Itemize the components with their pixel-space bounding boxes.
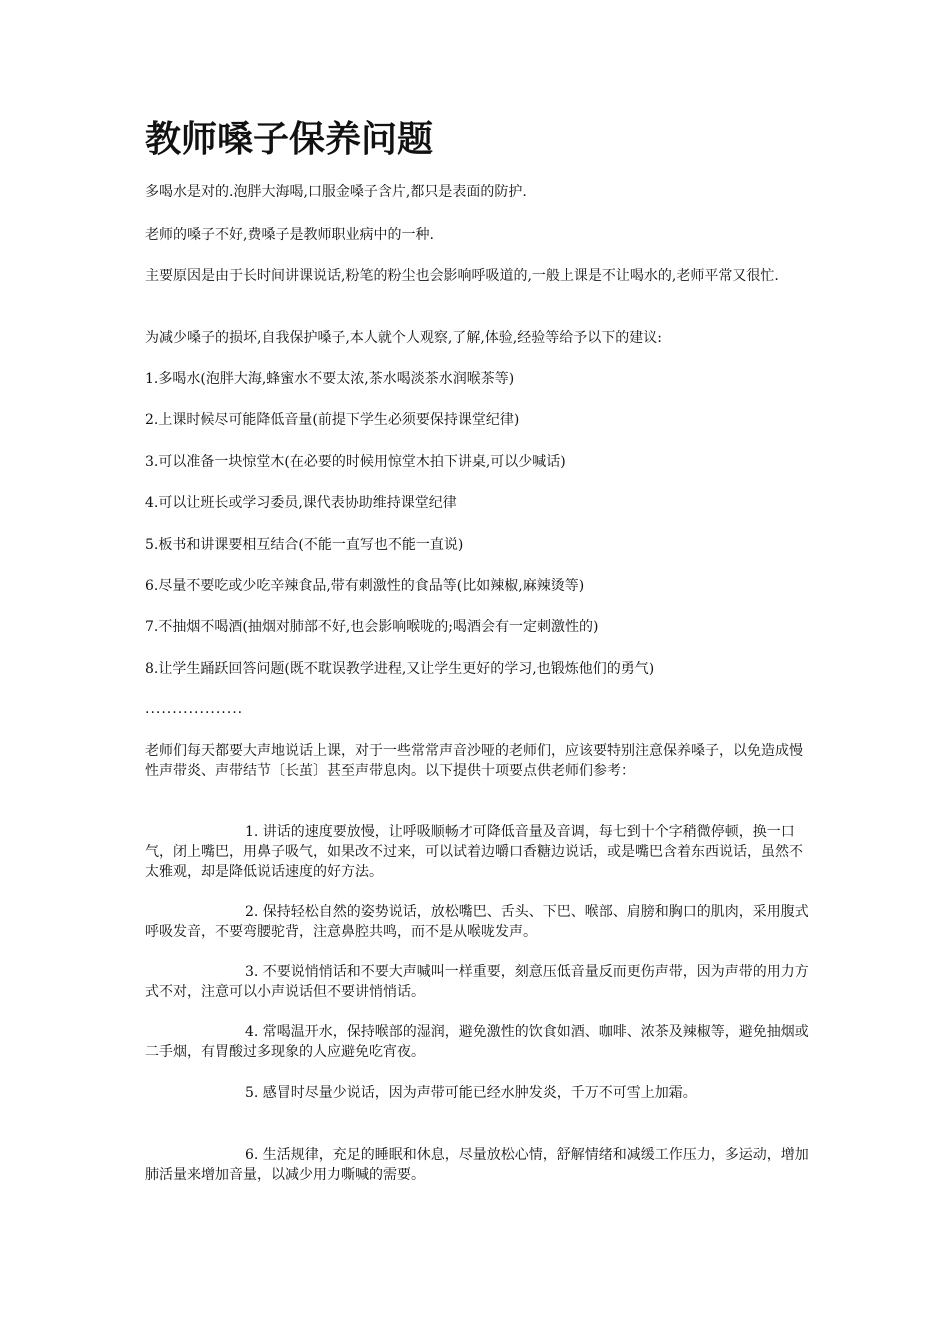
intro-paragraph-1: 多喝水是对的.泡胖大海喝,口服金嗓子含片,都只是表面的防护. bbox=[145, 184, 527, 200]
suggestion-item-3: 3.可以准备一块惊堂木(在必要的时候用惊堂木拍下讲桌,可以少喊话) bbox=[145, 454, 566, 470]
intro-paragraph-3: 主要原因是由于长时间讲课说话,粉笔的粉尘也会影响呼吸道的,一般上课是不让喝水的,老师平常又很忙. bbox=[145, 268, 779, 284]
tip-item-3: 3. 不要说悄悄话和不要大声喊叫一样重要，刻意压低音量反而更伤声带，因为声带的用力方式不对，注意可以小声说话但不要讲悄悄话。 bbox=[145, 964, 809, 1000]
tip-item-4: 4. 常喝温开水，保持喉部的湿润，避免激性的饮食如酒、咖啡、浓茶及辣椒等，避免抽烟或二手烟，有胃酸过多现象的人应避免吃宵夜。 bbox=[145, 1024, 809, 1060]
suggestion-item-7: 7.不抽烟不喝酒(抽烟对肺部不好,也会影响喉咙的;喝酒会有一定刺激性的) bbox=[145, 619, 599, 635]
tip-item-5: 5. 感冒时尽量少说话，因为声带可能已经水肿发炎，千万不可雪上加霜。 bbox=[245, 1085, 697, 1101]
suggestion-item-8: 8.让学生踊跃回答问题(既不耽误教学进程,又让学生更好的学习,也锻炼他们的勇气) bbox=[145, 661, 655, 677]
tip-item-6: 6. 生活规律，充足的睡眠和休息，尽量放松心情，舒解情绪和减缓工作压力，多运动，增加肺活量来增加音量，以减少用力嘶喊的需要。 bbox=[145, 1147, 809, 1183]
suggestion-item-2: 2.上课时候尽可能降低音量(前提下学生必须要保持课堂纪律) bbox=[145, 412, 520, 428]
section-intro: 老师们每天都要大声地说话上课，对于一些常常声音沙哑的老师们，应该要特别注意保养嗓子，以免造成慢性声带炎、声带结节〔长茧〕甚至声带息肉。以下提供十项要点供老师们参考： bbox=[145, 743, 803, 779]
tip-item-2: 2. 保持轻松自然的姿势说话，放松嘴巴、舌头、下巴、喉部、肩膀和胸口的肌肉，采用腹式呼吸发音，不要弯腰驼背，注意鼻腔共鸣，而不是从喉咙发声。 bbox=[145, 904, 809, 940]
document-title: 教师嗓子保养问题 bbox=[145, 119, 434, 160]
suggestion-item-4: 4.可以让班长或学习委员,课代表协助维持课堂纪律 bbox=[145, 495, 457, 511]
tip-item-1: 1. 讲话的速度要放慢，让呼吸顺畅才可降低音量及音调，每七到十个字稍微停顿，换一口气，闭上嘴巴，用鼻子吸气，如果改不过来，可以试着边嚼口香糖边说话，或是嘴巴含着东西说话，虽然不太雅观，却是降低说话速度的好方法。 bbox=[145, 824, 803, 880]
separator-dots: .................. bbox=[145, 701, 244, 717]
suggestion-item-5: 5.板书和讲课要相互结合(不能一直写也不能一直说) bbox=[145, 537, 464, 553]
suggestion-item-1: 1.多喝水(泡胖大海,蜂蜜水不要太浓,茶水喝淡茶水润喉茶等) bbox=[145, 371, 515, 387]
intro-paragraph-4: 为减少嗓子的损坏,自我保护嗓子,本人就个人观察,了解,体验,经验等给予以下的建议: bbox=[145, 330, 662, 346]
suggestion-item-6: 6.尽量不要吃或少吃辛辣食品,带有刺激性的食品等(比如辣椒,麻辣烫等) bbox=[145, 578, 585, 594]
intro-paragraph-2: 老师的嗓子不好,费嗓子是教师职业病中的一种. bbox=[145, 227, 434, 243]
